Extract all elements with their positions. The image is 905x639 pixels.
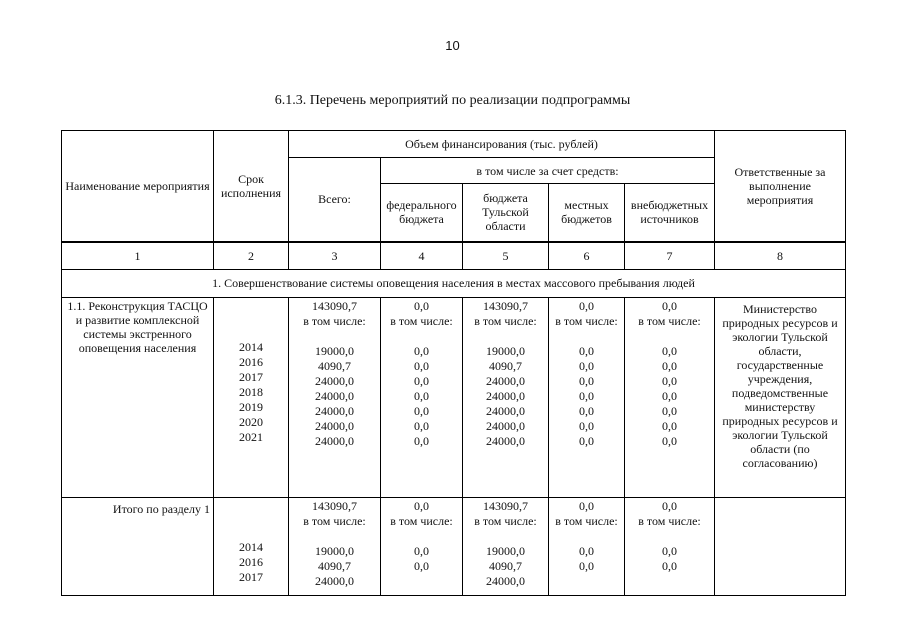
including-label: в том числе:: [555, 513, 618, 528]
value: 0,0: [414, 403, 429, 418]
value: 0,0: [579, 388, 594, 403]
value: 0,0: [579, 418, 594, 433]
header-federal: федерального бюджета: [381, 184, 463, 242]
value: 0,0: [414, 543, 429, 558]
value: 0,0: [662, 558, 677, 573]
year: 2017: [239, 569, 263, 584]
section-row: [62, 269, 846, 297]
total-cell: [289, 497, 381, 595]
header-total: Всего:: [289, 158, 381, 242]
value: 0,0: [662, 403, 677, 418]
measure-name: 1.1. Реконструкция ТАСЦО и развитие комплексной системы экстренного оповещения населения: [62, 297, 214, 497]
header-name: Наименование мероприятия: [62, 131, 214, 242]
col-num-1: 1: [62, 242, 214, 270]
value: 0,0: [662, 373, 677, 388]
value: 4090,7: [489, 358, 522, 373]
header-row-1: [62, 131, 846, 158]
value: 24000,0: [486, 418, 525, 433]
header-responsible: Ответственные за выполнение мероприятия: [715, 131, 846, 242]
responsible-cell: Министерство природных ресурсов и экологии Тульской области, государственные учреждения, подведомственные министерству природных ресурсов и экологии Тульской области (по согласованию): [715, 297, 846, 497]
value: 19000,0: [315, 343, 354, 358]
value: 0,0: [414, 358, 429, 373]
local-value: 0,0: [579, 298, 594, 313]
including-label: в том числе:: [474, 513, 537, 528]
value: 0,0: [579, 558, 594, 573]
value: 24000,0: [315, 388, 354, 403]
col-num-8: 8: [715, 242, 846, 270]
including-label: в том числе:: [474, 313, 537, 328]
value: 0,0: [662, 358, 677, 373]
value: 4090,7: [318, 558, 351, 573]
year: 2021: [239, 429, 263, 444]
header-regional: бюджета Тульской области: [463, 184, 549, 242]
value: 24000,0: [486, 573, 525, 588]
col-num-6: 6: [549, 242, 625, 270]
extra-value: 0,0: [662, 498, 677, 513]
including-label: в том числе:: [303, 313, 366, 328]
total-value: 143090,7: [312, 298, 357, 313]
value: 4090,7: [318, 358, 351, 373]
years-list: [217, 340, 285, 445]
year: 2016: [239, 554, 263, 569]
header-funding: Объем финансирования (тыс. рублей): [289, 131, 715, 158]
including-label: в том числе:: [638, 313, 701, 328]
extra-cell: [625, 497, 715, 595]
value: 0,0: [579, 403, 594, 418]
value: 0,0: [414, 558, 429, 573]
year: 2017: [239, 369, 263, 384]
value: 24000,0: [315, 373, 354, 388]
responsible-cell: [715, 497, 846, 595]
value: 24000,0: [486, 433, 525, 448]
value: 0,0: [662, 433, 677, 448]
value: 4090,7: [489, 558, 522, 573]
value: 19000,0: [486, 543, 525, 558]
page-number: 10: [445, 38, 460, 53]
value: 0,0: [662, 388, 677, 403]
regional-value: 143090,7: [483, 498, 528, 513]
extra-cell: [625, 297, 715, 497]
year: 2014: [239, 539, 263, 554]
header-local: местных бюджетов: [549, 184, 625, 242]
column-number-row: [62, 242, 846, 270]
value: 0,0: [414, 418, 429, 433]
federal-value: 0,0: [414, 498, 429, 513]
header-including: в том числе за счет средств:: [381, 158, 715, 184]
regional-cell: [463, 497, 549, 595]
table-row: [62, 297, 846, 497]
years-cell: [214, 297, 289, 497]
value: 24000,0: [315, 403, 354, 418]
year: 2018: [239, 384, 263, 399]
value: 0,0: [579, 373, 594, 388]
total-row-name: Итого по разделу 1: [62, 497, 214, 595]
value: 0,0: [662, 418, 677, 433]
value: 0,0: [662, 343, 677, 358]
including-label: в том числе:: [638, 513, 701, 528]
col-num-2: 2: [214, 242, 289, 270]
funding-table: [61, 130, 846, 596]
federal-cell: [381, 497, 463, 595]
including-label: в том числе:: [390, 513, 453, 528]
federal-cell: [381, 297, 463, 497]
total-cell: [289, 297, 381, 497]
including-label: в том числе:: [390, 313, 453, 328]
value: 24000,0: [315, 573, 354, 588]
value: 24000,0: [486, 403, 525, 418]
value: 19000,0: [486, 343, 525, 358]
col-num-3: 3: [289, 242, 381, 270]
col-num-7: 7: [625, 242, 715, 270]
value: 24000,0: [486, 388, 525, 403]
col-num-5: 5: [463, 242, 549, 270]
col-num-4: 4: [381, 242, 463, 270]
value: 0,0: [414, 433, 429, 448]
value: 24000,0: [315, 418, 354, 433]
year: 2020: [239, 414, 263, 429]
value: 0,0: [414, 388, 429, 403]
section-title: 1. Совершенствование системы оповещения населения в местах массового пребывания людей: [62, 269, 846, 297]
year: 2014: [239, 339, 263, 354]
years-list: [217, 540, 285, 585]
header-extra: внебюджетных источников: [625, 184, 715, 242]
year: 2016: [239, 354, 263, 369]
value: 19000,0: [315, 543, 354, 558]
value: 0,0: [579, 358, 594, 373]
year: 2019: [239, 399, 263, 414]
total-value: 143090,7: [312, 498, 357, 513]
value: 24000,0: [315, 433, 354, 448]
value: 0,0: [414, 373, 429, 388]
regional-value: 143090,7: [483, 298, 528, 313]
table-row-total: [62, 497, 846, 595]
extra-value: 0,0: [662, 298, 677, 313]
local-cell: [549, 297, 625, 497]
including-label: в том числе:: [303, 513, 366, 528]
years-cell: [214, 497, 289, 595]
regional-cell: [463, 297, 549, 497]
including-label: в том числе:: [555, 313, 618, 328]
value: 0,0: [579, 543, 594, 558]
value: 0,0: [414, 343, 429, 358]
federal-value: 0,0: [414, 298, 429, 313]
value: 24000,0: [486, 373, 525, 388]
page-title: 6.1.3. Перечень мероприятий по реализации подпрограммы: [274, 93, 631, 108]
local-cell: [549, 497, 625, 595]
local-value: 0,0: [579, 498, 594, 513]
value: 0,0: [662, 543, 677, 558]
value: 0,0: [579, 343, 594, 358]
value: 0,0: [579, 433, 594, 448]
header-term: Срок исполнения: [214, 131, 289, 242]
